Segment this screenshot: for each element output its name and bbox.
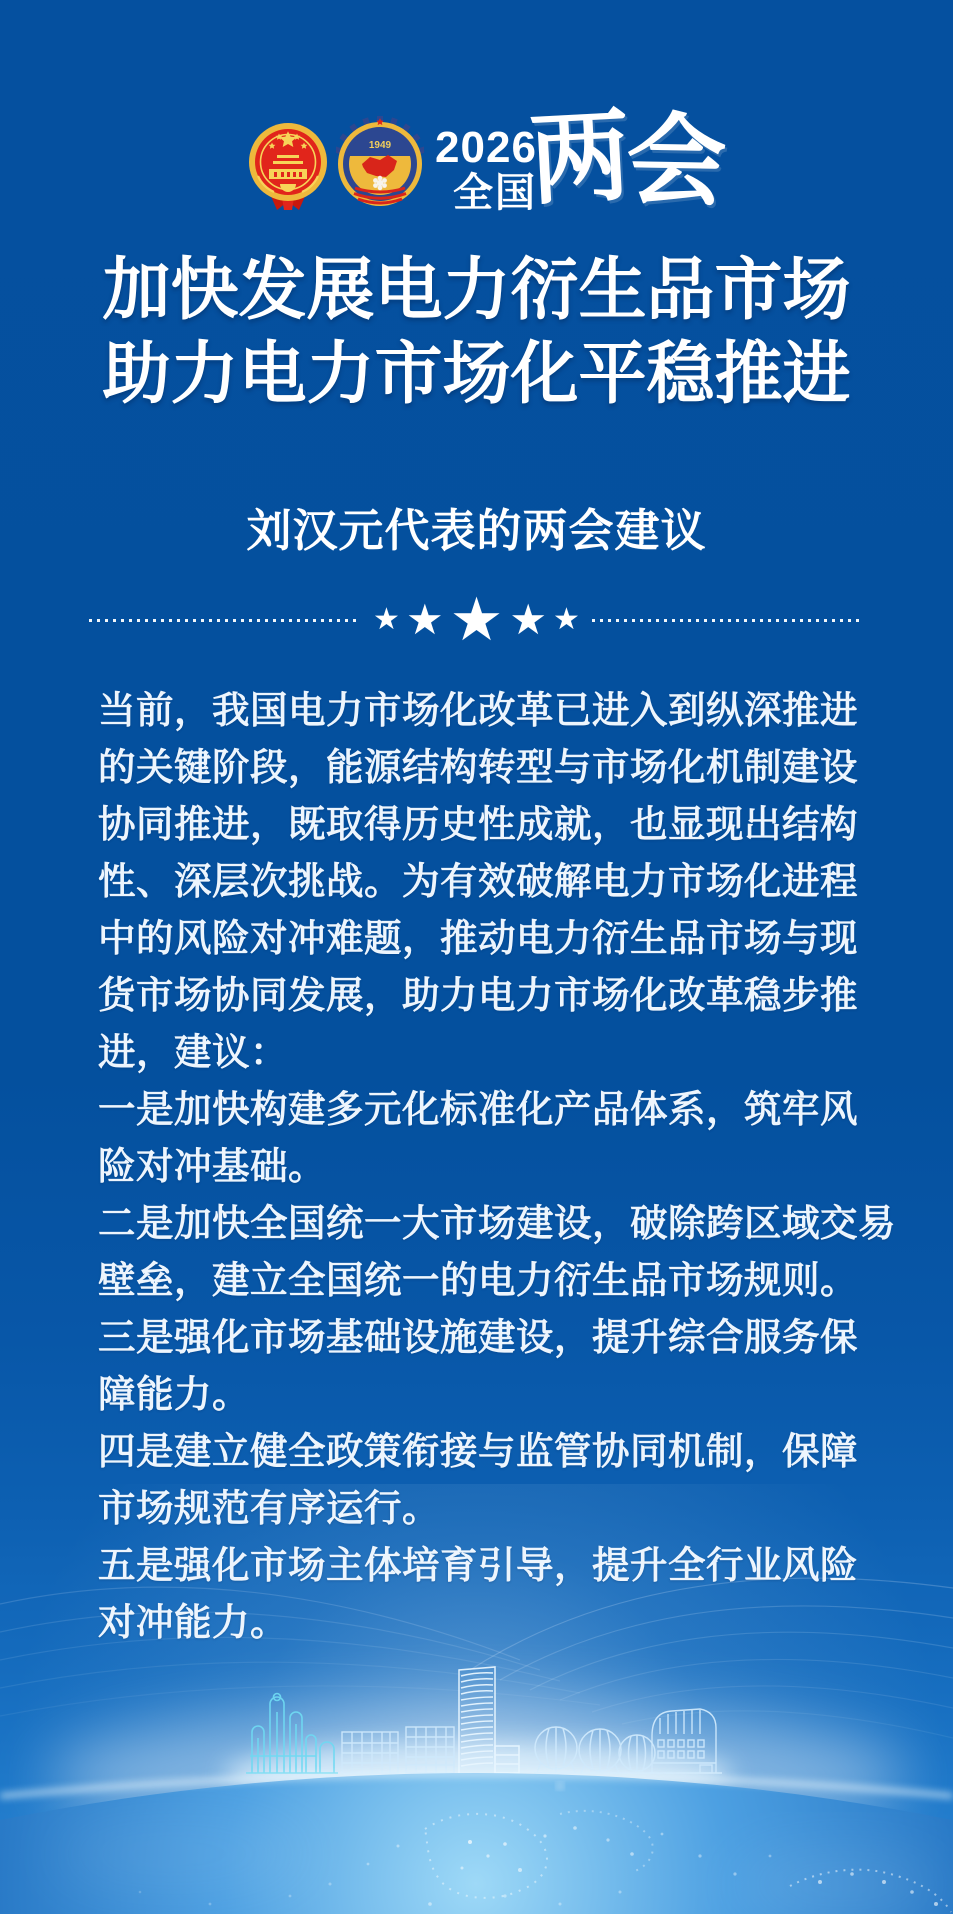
body-text-line: 中的风险对冲难题，推动电力衍生品市场与现 — [98, 917, 858, 959]
body-text-line: 性、深层次挑战。为有效破解电力市场化进程 — [98, 860, 858, 902]
proposal-body-text — [98, 682, 918, 1651]
page-title — [0, 248, 953, 416]
body-text-line: 障能力。 — [98, 1373, 250, 1415]
dotted-line-right — [592, 619, 864, 622]
lianghui-char-2: 会 — [625, 104, 724, 219]
scope-label: 全国 — [453, 171, 537, 215]
body-text-line: 三是强化市场基础设施建设，提升综合服务保 — [98, 1316, 858, 1358]
header-logo-row — [0, 100, 953, 234]
star-icon: ★ — [405, 596, 444, 643]
body-text-line: 一是加快构建多元化标准化产品体系，筑牢风 — [98, 1088, 858, 1130]
page-subtitle: 刘汉元代表的两会建议 — [246, 505, 707, 556]
body-text-line: 进，建议： — [98, 1031, 288, 1073]
star-icon: ★ — [449, 586, 504, 653]
lianghui-calligraphy — [527, 100, 725, 219]
body-text-line: 的关键阶段，能源结构转型与市场化机制建设 — [98, 746, 858, 788]
star-icon: ★ — [509, 596, 548, 643]
cppcc-year-label: 1949 — [368, 140, 392, 151]
body-text-line: 市场规范有序运行。 — [98, 1487, 440, 1529]
body-text-line: 对冲能力。 — [98, 1601, 288, 1643]
stars-group — [373, 586, 580, 653]
lianghui-char-1: 两 — [527, 100, 629, 217]
title-line-2: 助力电力市场化平稳推进 — [102, 336, 851, 412]
body-text-line: 二是加快全国统一大市场建设，破除跨区域交易 — [98, 1202, 896, 1244]
china-national-emblem-icon — [246, 118, 330, 218]
body-text-line: 当前，我国电力市场化改革已进入到纵深推进 — [98, 689, 858, 731]
body-text-line: 险对冲基础。 — [98, 1145, 326, 1187]
star-icon: ★ — [553, 603, 580, 636]
body-text-line: 壁垒，建立全国统一的电力衍生品市场规则。 — [98, 1259, 858, 1301]
cppcc-emblem-icon — [336, 114, 424, 218]
year-label: 2026 — [435, 123, 537, 172]
star-divider — [0, 586, 953, 653]
body-text-line: 四是建立健全政策衔接与监管协同机制，保障 — [98, 1430, 858, 1472]
dotted-line-left — [89, 619, 361, 622]
body-text-line: 五是强化市场主体培育引导，提升全行业风险 — [98, 1544, 858, 1586]
star-icon: ★ — [373, 603, 400, 636]
body-text-line: 协同推进，既取得历史性成就，也显现出结构 — [98, 803, 858, 845]
title-line-1: 加快发展电力衍生品市场 — [102, 252, 851, 328]
body-text-line: 货市场协同发展，助力电力市场化改革稳步推 — [98, 974, 858, 1016]
